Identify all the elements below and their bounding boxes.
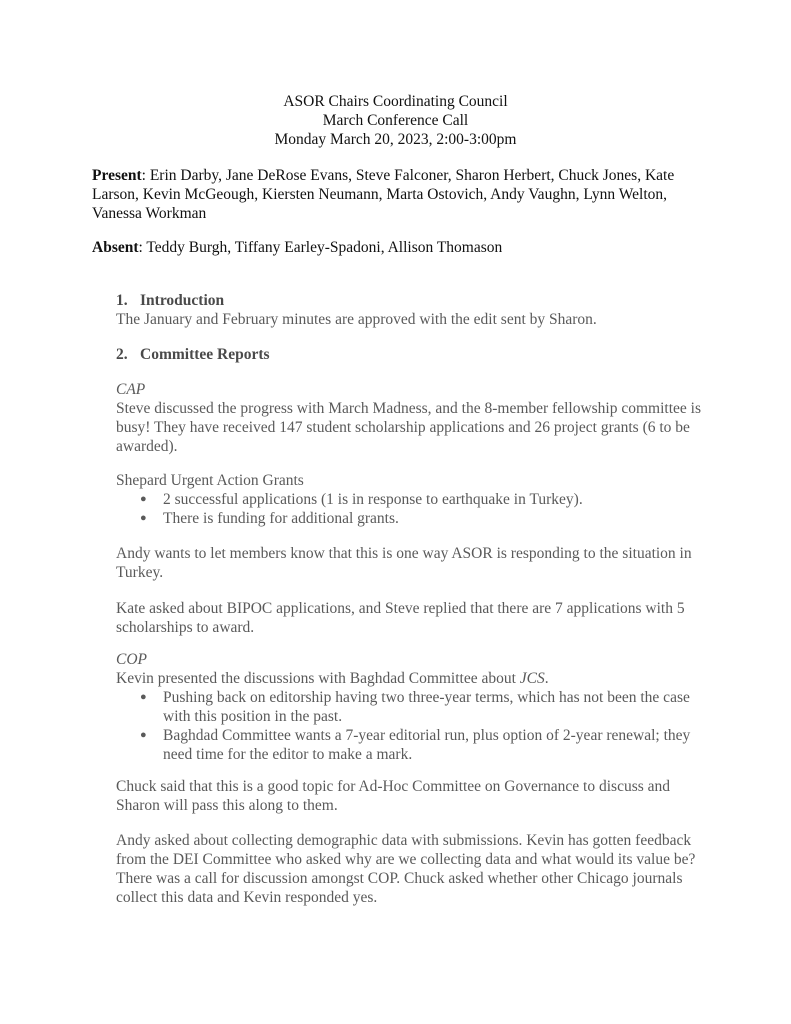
list-item (116, 509, 701, 528)
section-title: Committee Reports (140, 346, 270, 363)
cop-intro-text: Kevin presented the discussions with Baghdad Committee about (116, 670, 520, 687)
cap-subheading: CAP (116, 381, 146, 398)
journal-name: JCS (519, 670, 545, 687)
list-item-text: There is funding for additional grants. (163, 510, 399, 527)
bullet-icon: ● (140, 493, 147, 505)
section-heading-introduction (116, 291, 224, 310)
list-item-text: 2 successful applications (1 is in response to earthquake in Turkey). (163, 491, 583, 508)
list-item (116, 726, 701, 764)
section-title: Introduction (140, 292, 225, 309)
cop-intro-end: . (544, 670, 549, 687)
section-heading-committee-reports (116, 345, 270, 364)
absent-names: : Teddy Burgh, Tiffany Earley-Spadoni, Allison Thomason (138, 239, 503, 256)
cop-subheading: COP (116, 651, 147, 668)
header-subtitle: March Conference Call (322, 112, 469, 129)
header-date: Monday March 20, 2023, 2:00-3:00pm (274, 131, 517, 148)
cop-intro-paragraph (116, 669, 701, 688)
shepard-grants-list (116, 490, 701, 528)
list-item-text: Baghdad Committee wants a 7-year editorial run, plus option of 2-year renewal; they need time for the editor to make a mark. (163, 727, 691, 763)
present-names: : Erin Darby, Jane DeRose Evans, Steve Falconer, Sharon Herbert, Chuck Jones, Kate Larson, Kevin McGeough, Kiersten Neumann, Marta Ostovich, Andy Vaughn, Lynn Welton, Vanessa Workman (92, 167, 675, 222)
list-item (116, 688, 701, 726)
intro-paragraph: The January and February minutes are approved with the edit sent by Sharon. (116, 311, 597, 328)
absent-label: Absent (92, 239, 139, 256)
absent-list (92, 238, 702, 257)
section-number: 1. (116, 292, 128, 309)
list-item-text: Pushing back on editorship having two three-year terms, which has not been the case with this position in the past. (163, 689, 690, 725)
present-label: Present (92, 167, 142, 184)
cap-paragraph: Steve discussed the progress with March Madness, and the 8-member fellowship committee is busy! They have received 147 student scholarship applications and 26 project grants (6 to be awarded). (116, 400, 701, 455)
shepard-grants-heading: Shepard Urgent Action Grants (116, 472, 304, 489)
bullet-icon: ● (140, 729, 147, 741)
cop-discussion-list (116, 688, 701, 764)
cop-paragraph: Chuck said that this is a good topic for Ad-Hoc Committee on Governance to discuss and Sharon will pass this along to them. (116, 778, 671, 814)
cap-paragraph: Kate asked about BIPOC applications, and Steve replied that there are 7 applications with 5 scholarships to award. (116, 600, 685, 636)
header-title: ASOR Chairs Coordinating Council (283, 93, 508, 110)
document-header (0, 92, 791, 149)
bullet-icon: ● (140, 512, 147, 524)
list-item (116, 490, 701, 509)
present-list (92, 166, 702, 223)
bullet-icon: ● (140, 691, 147, 703)
cap-paragraph: Andy wants to let members know that this is one way ASOR is responding to the situation in Turkey. (116, 545, 692, 581)
cop-paragraph: Andy asked about collecting demographic data with submissions. Kevin has gotten feedback from the DEI Committee who asked why are we collecting data and what would its value be? There was a call for discussion amongst COP. Chuck asked whether other Chicago journals collect this data and Kevin responded yes. (116, 832, 696, 906)
section-number: 2. (116, 346, 128, 363)
